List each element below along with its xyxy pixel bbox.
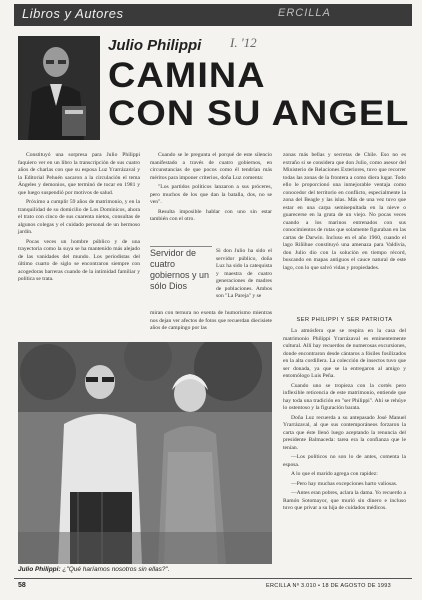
paragraph: Resulta imposible hablar con uno sin estar también con el otro. (150, 208, 272, 222)
paragraph: Si don Julio ha sido el servidor público, doña Luz ha sido la catequista y maestra de cuatro generaciones de madres de poblaciones. Ambos son "La Pareja" y se (216, 248, 272, 299)
caption-name: Julio Philippi: (18, 566, 61, 573)
author-portrait-photo (18, 36, 100, 140)
issue-info: ERCILLA Nº 3.010 • 18 DE AGOSTO DE 1993 (266, 583, 391, 589)
photo-caption (18, 566, 170, 573)
paragraph: miran con ternura no exenta de humorismo mientras nos dejan ver afectos de fotos que recuerdan diecisiete años de campingo por las (150, 310, 272, 331)
paragraph: Pocas veces un hombre público y de una trayectoria como la suya se ha mantenido más alejado de las vanidades del mundo. Los periodistas del último cuarto de siglo se encontraron siempre con acogedoras barreras cuando de la intimidad familiar y política se trata. (18, 238, 140, 282)
byline: Julio Philippi (108, 37, 202, 54)
paragraph: —Pero hay muchas excepciones harto valiosas. (291, 480, 398, 487)
section-label: Libros y Autores (22, 6, 124, 21)
paragraph: A lo que el marido agrega con rapidez: (291, 471, 378, 477)
article-column-2-side (216, 248, 272, 303)
article-column-2-bottom (150, 310, 272, 335)
pullquote: Servidor de cuatro gobiernos y un sólo Dios (150, 248, 210, 291)
caption-quote: ¿"Qué haríamos nosotros sin ellas?". (62, 566, 170, 573)
paragraph: Cuando uno se tropieza con la cortés pero inflexible reticencia de este matrimonio, entiende que hay toda una tradición en "ser Philippi". Ahí se rehúye lo ostentoso y la figuración barata. (283, 382, 406, 411)
headline-line-2: CON SU ANGEL (108, 94, 410, 133)
paragraph: —Los políticos no son lo de antes, comenta la esposa. (283, 454, 406, 468)
paragraph: La atmósfera que se respira en la casa del matrimonio Philippi Yrarrázaval es eminentemente cultural. Allí hay recuerdos de numerosas excursiones, donde encontraron desde cántaros a fósiles fosilizados en la alta cordillera. La colección de insectos tuvo que ser donada, ya que se la entregaron al amigo y entomólogo Luis Peña. (283, 328, 406, 379)
paragraph: Constituyó una sorpresa para Julio Philippi faquiero ver en un libro la transcripción de sus cuatro años de charlas con que su esposa Luz Yrarrázaval y la Editorial Pehuén sacaron a la circulación el tema Ángeles y demonios, que terminó de tocar en 1981 y que luego suspendió por motivos de salud. (18, 152, 140, 196)
paragraph: zonas más bellas y secretas de Chile. Eso no es extraño si se considera que don Julio, como asesor del Ministerio de Relaciones Exteriores, tuvo que recorrer todas las zonas de la frontera a como diera lugar. Todo ello le proporcionó una inmejorable ventaja como conocedor del territorio en conflicto, especialmente la zona del Beagle y las islas. Más de una vez tuvo que estar en una carpa semisepultada en la nieve o guarecerse en la gruta de un viejo. No pocas veces cuando a los marinos entrenados con sus conocimientos de rutas que solamente figuraban en las cartas de Darwin. Incluso en el año 1960, cuando el lago Riñihue constituyó una amenaza para Valdivia, don Julio dio con la solución en tiempo récord, buscando en mapas antiguos el cauce natural de este lago, con lo que salvó vidas y propiedades. (283, 152, 406, 271)
paragraph: Próximo a cumplir 59 años de matrimonio, y en la tranquilidad de su domicilio de Los Dominicos, ahora el trato con cinco de sus cuarenta nietos, consultas de algunos colegas y el cuidado personal de un hermoso jardín. (18, 199, 140, 235)
magazine-logo-watermark: ERCILLA (278, 7, 331, 19)
footer-rule (14, 578, 412, 579)
page-number: 58 (18, 582, 26, 589)
article-column-3-bottom (283, 328, 406, 515)
article-column-1 (18, 152, 140, 286)
paragraph: —Antes eran pobres, aclara la dama. Yo recuerdo a Ramón Sotomayor, que murió sin dinero e incluso tuvo que privar a su hija de cuidados médicos. (283, 490, 406, 511)
article-column-3 (283, 152, 406, 274)
handwritten-annotation: I. '12 (230, 35, 257, 50)
article-column-2 (150, 152, 272, 226)
paragraph: "Los partidos políticos lanzaron a sus próceres, pero muchos de los que dan la batalla, dos, no se ven". (150, 184, 272, 205)
headline-line-1: CAMINA (108, 56, 266, 95)
paragraph: Doña Luz recuerda a su antepasado José Manuel Yrarrázaval, al que sus contemporáneos forzaron la carta que éste llenó luego aceptando la renuncia del presidente Balmaceda: tarea era la confianza que le tenían. (283, 414, 406, 451)
section-subheading: SER PHILIPPI Y SER PATRIOTA (296, 317, 393, 323)
paragraph: Cuando se le pregunta el porqué de este silencio manifestado a través de cuatro gobiernos, en circunstancias de que pocos como él tendrían más méritos para imponer criterios, doña Luz comenta: (150, 152, 272, 181)
couple-photo (18, 342, 272, 564)
pullquote-rule (150, 246, 212, 247)
